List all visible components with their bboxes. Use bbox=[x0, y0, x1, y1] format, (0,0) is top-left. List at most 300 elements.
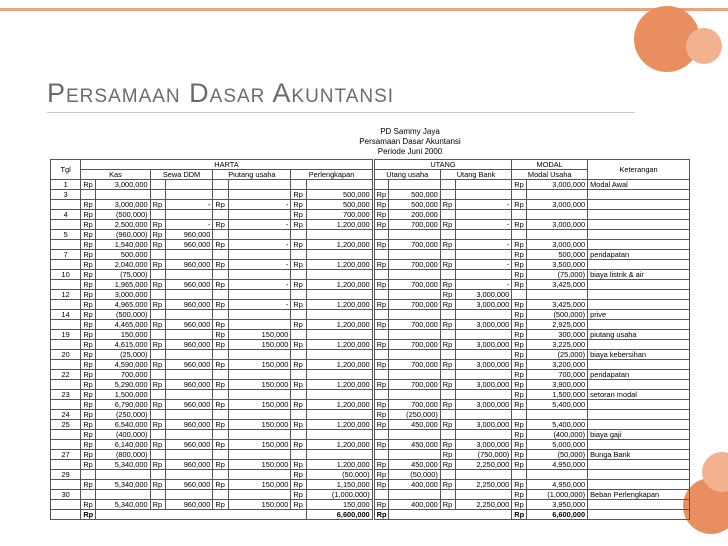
table-cell: 3,000,000 bbox=[455, 420, 511, 430]
table-cell bbox=[455, 230, 511, 240]
table-cell bbox=[455, 370, 511, 380]
table-cell bbox=[440, 470, 455, 480]
table-cell: Rp bbox=[81, 360, 96, 370]
table-row bbox=[51, 320, 690, 330]
table-cell: Rp bbox=[512, 420, 527, 430]
table-cell bbox=[527, 190, 588, 200]
table-cell: Rp bbox=[213, 400, 228, 410]
table-cell: 4,965,000 bbox=[96, 300, 150, 310]
table-cell: Rp bbox=[512, 360, 527, 370]
table-cell: 960,000 bbox=[165, 360, 213, 370]
table-cell: 3,000,000 bbox=[455, 440, 511, 450]
table-cell: - bbox=[455, 240, 511, 250]
table-cell: 2,040,000 bbox=[96, 260, 150, 270]
table-cell: Rp bbox=[81, 180, 96, 190]
table-cell: Bunga Bank bbox=[588, 450, 690, 460]
table-cell bbox=[213, 250, 228, 260]
table-cell: 700,000 bbox=[388, 380, 440, 390]
table-cell: Rp bbox=[373, 240, 388, 250]
table-cell bbox=[165, 190, 213, 200]
table-row bbox=[51, 360, 690, 370]
table-row bbox=[51, 300, 690, 310]
table-cell: 150,000 bbox=[228, 360, 291, 370]
table-cell bbox=[306, 430, 373, 440]
table-cell bbox=[213, 490, 228, 500]
table-cell: 2,500,000 bbox=[96, 220, 150, 230]
table-cell: Rp bbox=[512, 370, 527, 380]
table-cell: 3,425,000 bbox=[527, 280, 588, 290]
table-cell bbox=[150, 190, 165, 200]
table-cell: 5,400,000 bbox=[527, 400, 588, 410]
table-cell: Rp bbox=[150, 340, 165, 350]
table-cell: (960,000) bbox=[96, 230, 150, 240]
table-cell bbox=[81, 190, 96, 200]
table-cell bbox=[388, 510, 511, 520]
table-cell bbox=[455, 410, 511, 420]
table-cell: 1,200,000 bbox=[306, 280, 373, 290]
header-keterangan: Keterangan bbox=[588, 160, 690, 180]
total-rp: Rp bbox=[81, 510, 96, 520]
table-cell: 24 bbox=[51, 410, 81, 420]
table-cell: Rp bbox=[150, 200, 165, 210]
table-cell: Rp bbox=[512, 300, 527, 310]
table-cell: 3,950,000 bbox=[527, 500, 588, 510]
table-cell: Rp bbox=[213, 480, 228, 490]
table-cell: 4,950,000 bbox=[527, 460, 588, 470]
table-cell bbox=[228, 410, 291, 420]
header-modal: MODAL bbox=[512, 160, 588, 170]
table-cell: Rp bbox=[81, 330, 96, 340]
table-cell: 700,000 bbox=[527, 370, 588, 380]
table-cell bbox=[388, 180, 440, 190]
table-cell bbox=[150, 210, 165, 220]
table-cell bbox=[373, 330, 388, 340]
table-cell: Rp bbox=[373, 190, 388, 200]
table-cell bbox=[306, 450, 373, 460]
table-cell: Rp bbox=[81, 450, 96, 460]
table-cell: 3,425,000 bbox=[527, 300, 588, 310]
table-cell: Rp bbox=[440, 300, 455, 310]
table-cell bbox=[306, 270, 373, 280]
table-cell: Rp bbox=[291, 460, 306, 470]
table-cell: Rp bbox=[291, 280, 306, 290]
table-cell: Rp bbox=[213, 500, 228, 510]
table-row bbox=[51, 310, 690, 320]
table-cell: Rp bbox=[440, 400, 455, 410]
table-cell: 5,290,000 bbox=[96, 380, 150, 390]
table-cell bbox=[150, 410, 165, 420]
table-cell: Rp bbox=[213, 300, 228, 310]
table-cell: 6,790,000 bbox=[96, 400, 150, 410]
table-cell: (75,000) bbox=[527, 270, 588, 280]
table-cell: 150,000 bbox=[228, 440, 291, 450]
table-cell: 150,000 bbox=[306, 500, 373, 510]
table-cell bbox=[440, 390, 455, 400]
table-cell bbox=[165, 370, 213, 380]
table-row bbox=[51, 350, 690, 360]
table-row bbox=[51, 440, 690, 450]
table-cell: Rp bbox=[150, 360, 165, 370]
table-cell: setoran modal bbox=[588, 390, 690, 400]
table-cell bbox=[51, 440, 81, 450]
table-cell: 700,000 bbox=[388, 220, 440, 230]
header-row-group bbox=[51, 160, 690, 170]
table-cell: Rp bbox=[291, 400, 306, 410]
table-cell bbox=[455, 210, 511, 220]
table-cell: 4,590,000 bbox=[96, 360, 150, 370]
table-cell: Rp bbox=[150, 230, 165, 240]
table-cell: Rp bbox=[512, 280, 527, 290]
table-cell: Rp bbox=[213, 340, 228, 350]
table-cell: 6,540,000 bbox=[96, 420, 150, 430]
table-cell: 10 bbox=[51, 270, 81, 280]
table-cell bbox=[213, 180, 228, 190]
table-cell bbox=[291, 410, 306, 420]
table-cell: - bbox=[228, 260, 291, 270]
table-cell: 960,000 bbox=[165, 480, 213, 490]
table-cell bbox=[150, 270, 165, 280]
table-cell: 700,000 bbox=[388, 240, 440, 250]
table-cell: Rp bbox=[512, 180, 527, 190]
table-cell bbox=[455, 350, 511, 360]
table-cell bbox=[51, 260, 81, 270]
table-cell: 400,000 bbox=[388, 500, 440, 510]
table-cell bbox=[373, 390, 388, 400]
table-cell: 4,615,000 bbox=[96, 340, 150, 350]
table-cell bbox=[228, 390, 291, 400]
table-cell: Rp bbox=[291, 420, 306, 430]
table-cell bbox=[96, 490, 150, 500]
table-cell: 3,000,000 bbox=[455, 320, 511, 330]
table-cell bbox=[51, 320, 81, 330]
table-cell: Rp bbox=[291, 190, 306, 200]
table-cell: Rp bbox=[81, 410, 96, 420]
total-harta: 6,600,000 bbox=[306, 510, 373, 520]
table-cell bbox=[455, 390, 511, 400]
table-cell: Rp bbox=[440, 460, 455, 470]
table-cell: 12 bbox=[51, 290, 81, 300]
table-cell: 3,000,000 bbox=[527, 220, 588, 230]
table-cell: 960,000 bbox=[165, 260, 213, 270]
table-cell bbox=[373, 290, 388, 300]
table-cell bbox=[455, 270, 511, 280]
table-cell bbox=[150, 310, 165, 320]
table-cell bbox=[306, 310, 373, 320]
table-cell bbox=[440, 250, 455, 260]
table-cell: Rp bbox=[373, 320, 388, 330]
table-cell: 25 bbox=[51, 420, 81, 430]
table-cell bbox=[373, 490, 388, 500]
table-cell bbox=[588, 260, 690, 270]
table-cell bbox=[455, 430, 511, 440]
table-cell: 3,225,000 bbox=[527, 340, 588, 350]
table-cell: Rp bbox=[512, 250, 527, 260]
table-cell: (400,000) bbox=[527, 430, 588, 440]
table-cell: 150,000 bbox=[228, 420, 291, 430]
table-cell: 22 bbox=[51, 370, 81, 380]
table-cell: Rp bbox=[512, 380, 527, 390]
table-cell: Rp bbox=[150, 420, 165, 430]
table-cell: (400,000) bbox=[96, 430, 150, 440]
table-cell bbox=[588, 500, 690, 510]
table-cell: Rp bbox=[440, 320, 455, 330]
table-cell bbox=[455, 180, 511, 190]
table-cell bbox=[373, 270, 388, 280]
table-cell: Rp bbox=[440, 280, 455, 290]
table-cell bbox=[388, 430, 440, 440]
table-cell: Rp bbox=[291, 380, 306, 390]
table-cell: 3,000,000 bbox=[527, 200, 588, 210]
table-row bbox=[51, 260, 690, 270]
table-cell: Rp bbox=[373, 210, 388, 220]
table-cell bbox=[165, 490, 213, 500]
table-cell: Rp bbox=[373, 360, 388, 370]
table-cell bbox=[213, 450, 228, 460]
table-cell bbox=[588, 460, 690, 470]
table-cell: 700,000 bbox=[388, 340, 440, 350]
table-cell bbox=[373, 450, 388, 460]
table-row bbox=[51, 210, 690, 220]
table-cell bbox=[373, 310, 388, 320]
table-cell bbox=[588, 230, 690, 240]
table-cell: - bbox=[228, 300, 291, 310]
table-cell bbox=[388, 490, 440, 500]
table-cell: Rp bbox=[512, 330, 527, 340]
table-cell: 2,250,000 bbox=[455, 500, 511, 510]
total-row bbox=[51, 510, 690, 520]
table-cell bbox=[51, 220, 81, 230]
table-cell: Rp bbox=[213, 440, 228, 450]
table-cell: Rp bbox=[291, 360, 306, 370]
table-cell: 700,000 bbox=[388, 320, 440, 330]
table-cell bbox=[388, 250, 440, 260]
table-cell bbox=[228, 180, 291, 190]
table-cell: Rp bbox=[81, 400, 96, 410]
table-cell: 1,200,000 bbox=[306, 240, 373, 250]
table-cell bbox=[150, 490, 165, 500]
table-cell: 500,000 bbox=[306, 190, 373, 200]
table-cell bbox=[512, 230, 527, 240]
table-row bbox=[51, 270, 690, 280]
table-cell: 960,000 bbox=[165, 440, 213, 450]
header-utang-bank: Utang Bank bbox=[440, 170, 511, 180]
table-cell: 3,200,000 bbox=[527, 360, 588, 370]
table-cell bbox=[440, 190, 455, 200]
table-cell bbox=[51, 460, 81, 470]
table-cell bbox=[388, 290, 440, 300]
table-cell: 1,200,000 bbox=[306, 260, 373, 270]
table-cell bbox=[388, 230, 440, 240]
table-row bbox=[51, 420, 690, 430]
table-cell: Rp bbox=[81, 500, 96, 510]
table-cell: 3,900,000 bbox=[527, 380, 588, 390]
table-cell: Rp bbox=[512, 400, 527, 410]
table-cell: (1,000,000) bbox=[527, 490, 588, 500]
table-cell: 960,000 bbox=[165, 420, 213, 430]
table-cell bbox=[165, 180, 213, 190]
table-cell: piutang usaha bbox=[588, 330, 690, 340]
table-row bbox=[51, 330, 690, 340]
table-cell bbox=[291, 180, 306, 190]
table-cell: Rp bbox=[291, 320, 306, 330]
top-accent-line bbox=[0, 8, 728, 11]
table-cell: Rp bbox=[512, 480, 527, 490]
table-cell bbox=[150, 330, 165, 340]
table-cell: Rp bbox=[440, 500, 455, 510]
header-piutang: Piutang usaha bbox=[213, 170, 291, 180]
table-cell: - bbox=[455, 200, 511, 210]
table-cell: 3,000,000 bbox=[455, 290, 511, 300]
table-cell: 500,000 bbox=[388, 200, 440, 210]
table-cell bbox=[291, 390, 306, 400]
table-cell: Rp bbox=[213, 260, 228, 270]
table-cell: 200,000 bbox=[388, 210, 440, 220]
table-cell: Modal Awal bbox=[588, 180, 690, 190]
table-cell: Rp bbox=[291, 300, 306, 310]
table-cell: 14 bbox=[51, 310, 81, 320]
table-row bbox=[51, 470, 690, 480]
table-cell: Rp bbox=[213, 330, 228, 340]
table-cell bbox=[228, 210, 291, 220]
table-cell: 3,500,000 bbox=[527, 260, 588, 270]
table-cell: Rp bbox=[291, 480, 306, 490]
table-cell bbox=[373, 350, 388, 360]
table-cell: Rp bbox=[512, 340, 527, 350]
table-cell bbox=[588, 360, 690, 370]
table-cell bbox=[51, 240, 81, 250]
table-cell: Rp bbox=[213, 200, 228, 210]
table-cell: - bbox=[165, 220, 213, 230]
table-cell: 1,200,000 bbox=[306, 220, 373, 230]
table-cell: 960,000 bbox=[165, 320, 213, 330]
table-cell: Rp bbox=[150, 440, 165, 450]
table-cell bbox=[388, 270, 440, 280]
table-cell: Rp bbox=[291, 200, 306, 210]
table-cell: Rp bbox=[150, 480, 165, 490]
total-modal: 6,600,000 bbox=[527, 510, 588, 520]
table-cell: 3,000,000 bbox=[455, 400, 511, 410]
table-cell: 1,200,000 bbox=[306, 320, 373, 330]
table-cell bbox=[588, 220, 690, 230]
table-cell bbox=[440, 490, 455, 500]
table-cell bbox=[291, 270, 306, 280]
table-cell: Rp bbox=[291, 340, 306, 350]
table-cell: 960,000 bbox=[165, 380, 213, 390]
table-cell: Rp bbox=[373, 260, 388, 270]
table-cell bbox=[213, 310, 228, 320]
table-cell: Rp bbox=[291, 240, 306, 250]
table-cell bbox=[291, 370, 306, 380]
table-row bbox=[51, 250, 690, 260]
table-cell: 3,000,000 bbox=[455, 340, 511, 350]
table-cell: (800,000) bbox=[96, 450, 150, 460]
table-cell: 1,540,000 bbox=[96, 240, 150, 250]
table-cell: 3,000,000 bbox=[96, 290, 150, 300]
table-cell bbox=[512, 210, 527, 220]
table-cell: (250,000) bbox=[388, 410, 440, 420]
table-cell: Rp bbox=[373, 480, 388, 490]
table-cell bbox=[150, 370, 165, 380]
table-cell bbox=[165, 210, 213, 220]
table-cell bbox=[213, 270, 228, 280]
table-cell: Rp bbox=[213, 220, 228, 230]
table-cell bbox=[440, 330, 455, 340]
table-cell: Rp bbox=[373, 500, 388, 510]
table-cell: prive bbox=[588, 310, 690, 320]
table-cell: - bbox=[165, 200, 213, 210]
header-harta: HARTA bbox=[81, 160, 373, 170]
table-cell bbox=[527, 470, 588, 480]
table-cell: Rp bbox=[512, 240, 527, 250]
table-cell: 700,000 bbox=[388, 280, 440, 290]
table-cell bbox=[588, 400, 690, 410]
table-cell bbox=[165, 450, 213, 460]
table-cell: Rp bbox=[81, 240, 96, 250]
table-cell: Rp bbox=[373, 410, 388, 420]
table-cell bbox=[165, 390, 213, 400]
table-cell: Rp bbox=[81, 340, 96, 350]
table-cell: 1,500,000 bbox=[96, 390, 150, 400]
table-cell bbox=[588, 440, 690, 450]
table-cell bbox=[51, 360, 81, 370]
table-cell bbox=[373, 230, 388, 240]
table-cell bbox=[388, 350, 440, 360]
table-cell: Rp bbox=[150, 500, 165, 510]
table-cell: Rp bbox=[81, 230, 96, 240]
table-cell: 300,000 bbox=[527, 330, 588, 340]
table-cell bbox=[291, 310, 306, 320]
table-cell: Rp bbox=[291, 470, 306, 480]
table-cell: Rp bbox=[373, 300, 388, 310]
table-cell: 700,000 bbox=[388, 360, 440, 370]
table-cell bbox=[588, 190, 690, 200]
table-cell bbox=[81, 490, 96, 500]
table-cell bbox=[440, 310, 455, 320]
table-cell: Rp bbox=[291, 500, 306, 510]
table-cell: 5 bbox=[51, 230, 81, 240]
table-cell: Rp bbox=[81, 290, 96, 300]
table-cell bbox=[527, 210, 588, 220]
table-cell: Rp bbox=[81, 200, 96, 210]
table-cell bbox=[455, 330, 511, 340]
table-cell bbox=[512, 470, 527, 480]
table-cell: Rp bbox=[373, 280, 388, 290]
table-cell: (750,000) bbox=[455, 450, 511, 460]
table-cell: Rp bbox=[512, 450, 527, 460]
table-cell bbox=[228, 370, 291, 380]
header-perlengkapan: Perlengkapan bbox=[291, 170, 373, 180]
table-cell: 150,000 bbox=[96, 330, 150, 340]
table-cell bbox=[213, 230, 228, 240]
table-row bbox=[51, 220, 690, 230]
table-cell bbox=[228, 430, 291, 440]
table-cell: Rp bbox=[512, 310, 527, 320]
table-cell: Rp bbox=[373, 380, 388, 390]
table-cell bbox=[228, 230, 291, 240]
table-cell bbox=[228, 190, 291, 200]
table-cell: 29 bbox=[51, 470, 81, 480]
table-cell bbox=[150, 180, 165, 190]
table-cell: Rp bbox=[81, 250, 96, 260]
table-cell bbox=[165, 270, 213, 280]
table-cell bbox=[96, 190, 150, 200]
table-cell: (25,000) bbox=[527, 350, 588, 360]
table-cell bbox=[373, 180, 388, 190]
table-cell bbox=[51, 380, 81, 390]
table-cell bbox=[440, 430, 455, 440]
table-cell: Rp bbox=[213, 320, 228, 330]
table-cell: Rp bbox=[512, 490, 527, 500]
